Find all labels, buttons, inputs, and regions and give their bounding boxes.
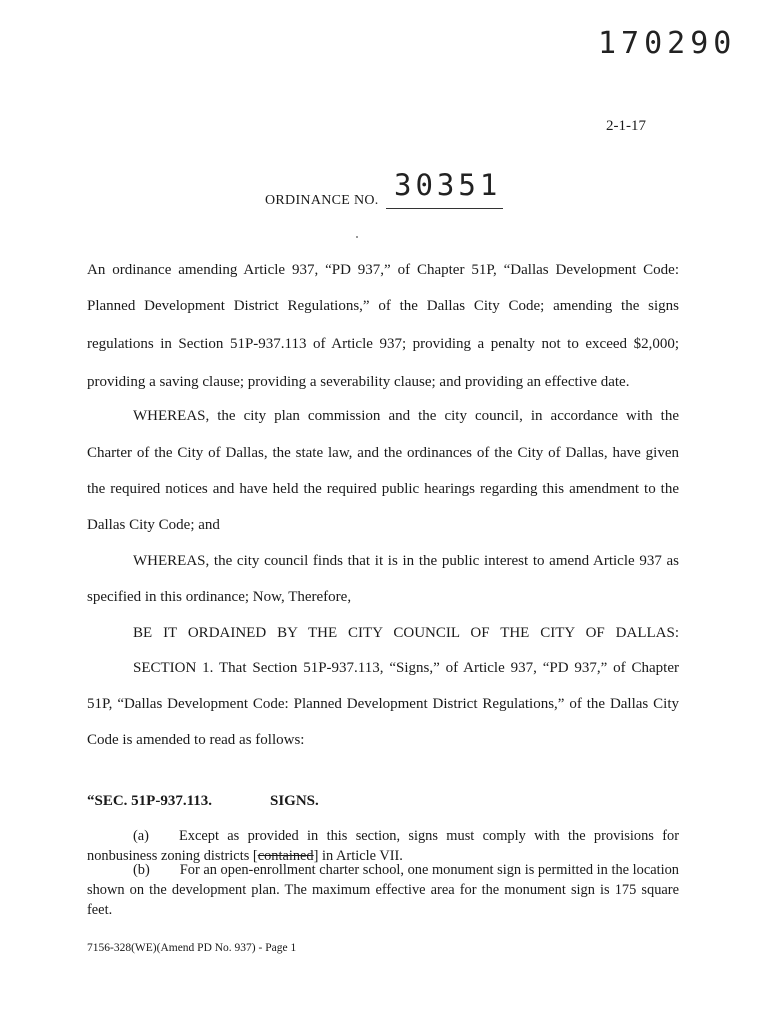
intro-line: An ordinance amending Article 937, “PD 937,” of Chapter 51P, “Dallas Development Code:: [87, 262, 679, 278]
whereas-line: Charter of the City of Dallas, the state law, and the ordinances of the City of Dallas, have given: [87, 445, 679, 461]
whereas-line: WHEREAS, the city council finds that it is in the public interest to amend Article 937 as: [133, 553, 679, 569]
scan-mark: [356, 236, 358, 238]
paragraph-b-label: (b): [133, 862, 150, 878]
ordained-clause: BE IT ORDAINED BY THE CITY COUNCIL OF THE CITY OF DALLAS:: [133, 625, 679, 641]
paragraph-a-label: (a): [133, 828, 149, 844]
paragraph-a-tail: ] in Article VII.: [313, 848, 403, 864]
intro-line: regulations in Section 51P-937.113 of Article 937; providing a penalty not to exceed $2,000;: [87, 336, 679, 352]
section-heading-number: “SEC. 51P-937.113.: [87, 793, 213, 809]
paragraph-b-text: For an open-enrollment charter school, one monument sign is permitted in the location shown on the development plan. The maximum effective area for the monument sign is 175 square feet.: [87, 862, 679, 918]
section-heading-title: SIGNS.: [270, 793, 319, 809]
document-date: 2-1-17: [606, 118, 646, 134]
ordinance-number: 30351: [394, 168, 502, 202]
paragraph-a-text: Except as provided in this section, signs must comply with the provisions for nonbusiness zoning districts [: [87, 828, 679, 864]
whereas-line: Dallas City Code; and: [87, 517, 220, 533]
whereas-line: specified in this ordinance; Now, Therefore,: [87, 589, 352, 605]
intro-line: providing a saving clause; providing a severability clause; and providing an effective date.: [87, 374, 630, 390]
stamp-number: 170290: [598, 26, 737, 61]
whereas-line: WHEREAS, the city plan commission and the city council, in accordance with the: [133, 408, 679, 424]
struck-text: contained: [257, 848, 314, 864]
section-line: 51P, “Dallas Development Code: Planned Development District Regulations,” of the Dallas City: [87, 696, 679, 712]
intro-line: Planned Development District Regulations,” of the Dallas City Code; amending the signs: [87, 298, 679, 314]
paragraph-b: [87, 860, 679, 920]
section-line: SECTION 1. That Section 51P-937.113, “Signs,” of Article 937, “PD 937,” of Chapter: [133, 660, 679, 676]
page-footer: 7156-328(WE)(Amend PD No. 937) - Page 1: [87, 942, 297, 954]
ordinance-underline: [386, 208, 503, 209]
ordinance-label: ORDINANCE NO.: [265, 193, 379, 208]
section-line: Code is amended to read as follows:: [87, 732, 305, 748]
whereas-line: the required notices and have held the required public hearings regarding this amendment to the: [87, 481, 679, 497]
